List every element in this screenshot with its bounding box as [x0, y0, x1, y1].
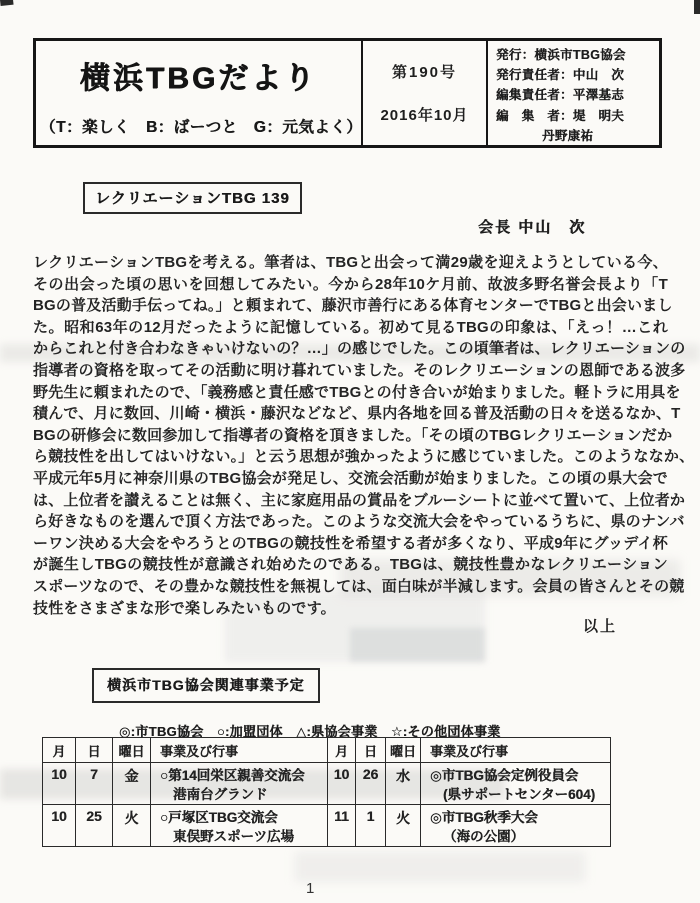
masthead-publisher-cell [488, 41, 659, 145]
cell-month: 10 [43, 805, 76, 847]
scan-streak [295, 852, 585, 882]
cell-month: 10 [328, 763, 356, 805]
publisher-line: 編 集 者：堤 明夫 [496, 108, 625, 123]
col-header-month: 月 [328, 738, 356, 763]
publisher-line: 編集責任者：平澤基志 [496, 88, 625, 103]
event-venue: 港南台グランド [173, 787, 268, 802]
scan-corner-mark-right [694, 0, 700, 14]
table-header-row [43, 738, 611, 763]
issue-number: 第190号 [391, 64, 458, 81]
table-row [43, 763, 611, 805]
body-line: BGの普及活動手伝ってね。」と頼まれて、藤沢市善行にある体育センターでTBGと出会いまし [33, 297, 673, 315]
cell-month: 11 [328, 805, 356, 847]
body-line: 平成元年5月に神奈川県のTBG協会が発足し、交流会活動が始まりました。この頃の県大会で [33, 469, 668, 487]
body-line: 指導者の資格を取ってその活動に明け暮れていました。そのレクリエーションの恩師である波多 [33, 361, 686, 379]
schedule-table [42, 737, 611, 847]
cell-day: 26 [356, 763, 386, 805]
cell-weekday: 金 [113, 763, 151, 805]
cell-weekday: 火 [386, 805, 421, 847]
body-line: 積んで、月に数回、川崎・横浜・藤沢などなど、県内各地を回る普及活動の日々を送るなか、T [33, 405, 681, 423]
publisher-line: 発行責任者：中山 次 [496, 68, 625, 83]
col-header-weekday: 曜日 [386, 738, 421, 763]
body-line: ら好きなものを選んで頂く方法であった。このような交流大会をやっているうちに、県のナンバ [33, 513, 685, 531]
schedule-section-title: 横浜市TBG協会関連事業予定 [92, 668, 320, 703]
masthead-issue-cell [363, 41, 488, 145]
body-line: は、上位者を讃えることは無く、主に家庭用品の賞品をブルーシートに並べて置いて、上位者か [33, 491, 686, 509]
scan-corner-mark-left [0, 0, 14, 6]
body-line: ーワン決める大会をやろうとのTBGの競技性を希望する者が多くなり、平成9年にグッデイ杯 [33, 534, 668, 552]
col-header-month: 月 [43, 738, 76, 763]
article-body [33, 252, 695, 619]
col-header-day: 日 [76, 738, 113, 763]
col-header-day: 日 [356, 738, 386, 763]
scan-bleedthrough [350, 628, 485, 662]
body-line: からこれと付き合わなきゃいけないの？…」の感じでした。この頃筆者は、レクリエーションの [33, 340, 686, 358]
article-byline: 会長 中山 次 [478, 219, 587, 236]
col-header-weekday: 曜日 [113, 738, 151, 763]
body-line: が誕生しTBGの競技性が意識され始めたのである。TBGは、競技性豊かなレクリエーション [33, 556, 668, 574]
cell-day: 25 [76, 805, 113, 847]
article-section-title: レクリエーションTBG 139 [83, 182, 302, 214]
cell-event [421, 805, 611, 847]
body-line: た。昭和63年の12月だったように記憶している。初めて見るTBGの印象は、「えっ！…これ [33, 318, 668, 336]
event-venue: （海の公園） [443, 829, 524, 844]
masthead-title-cell [36, 41, 363, 145]
cell-month: 10 [43, 763, 76, 805]
col-header-event: 事業及び行事 [421, 738, 611, 763]
cell-weekday: 水 [386, 763, 421, 805]
event-venue: (県サポートセンター604) [443, 787, 596, 802]
newsletter-subtitle: （T：楽しく B：ばーつと G：元気よく） [40, 119, 363, 136]
newsletter-title: 横浜TBGだより [79, 62, 318, 95]
publisher-line: 丹野康祐 [542, 128, 594, 143]
cell-day: 1 [356, 805, 386, 847]
body-line: ら競技性を出してはいけない。」と云う思想が強かったように感じていました。このようななか、 [33, 448, 695, 466]
issue-date: 2016年10月 [380, 107, 469, 124]
cell-event [151, 805, 328, 847]
event-name: ○戸塚区TBG交流会 [160, 810, 278, 825]
article-closing: 以上 [583, 618, 618, 635]
event-name: ○第14回栄区親善交流会 [160, 768, 305, 783]
body-line: レクリエーションTBGを考える。筆者は、TBGと出会って満29歳を迎えようとしている今、 [33, 254, 668, 271]
cell-weekday: 火 [113, 805, 151, 847]
cell-day: 7 [76, 763, 113, 805]
publisher-line: 発行：横浜市TBG協会 [496, 48, 626, 62]
col-header-event: 事業及び行事 [151, 738, 328, 763]
body-line: 技性をさまざまな形で楽しみたいものです。 [33, 599, 336, 617]
masthead [33, 38, 662, 148]
schedule-legend: ◎:市TBG協会 ○:加盟団体 △:県協会事業 ☆:その他団体事業 [119, 724, 501, 739]
cell-event [421, 763, 611, 805]
page-number: 1 [306, 880, 316, 897]
cell-event [151, 763, 328, 805]
table-row [43, 805, 611, 847]
body-line: BGの研修会に数回参加して指導者の資格を頂きました。「その頃のTBGレクリエーションだか [33, 426, 673, 444]
body-line: その出会った頃の思いを回想してみたい。今から28年10ケ月前、故波多野名誉会長より「T [33, 275, 668, 293]
event-venue: 東俣野スポーツ広場 [173, 829, 294, 844]
event-name: ◎市TBG秋季大会 [430, 810, 538, 825]
body-line: スポーツなので、その豊かな競技性を無視しては、面白味が半減します。会員の皆さんとその競 [33, 577, 685, 595]
body-line: 野先生に頼まれたので、「義務感と責任感でTBGとの付き合いが始まりました。軽トラに用具を [33, 383, 681, 401]
event-name: ◎市TBG協会定例役員会 [430, 768, 579, 783]
